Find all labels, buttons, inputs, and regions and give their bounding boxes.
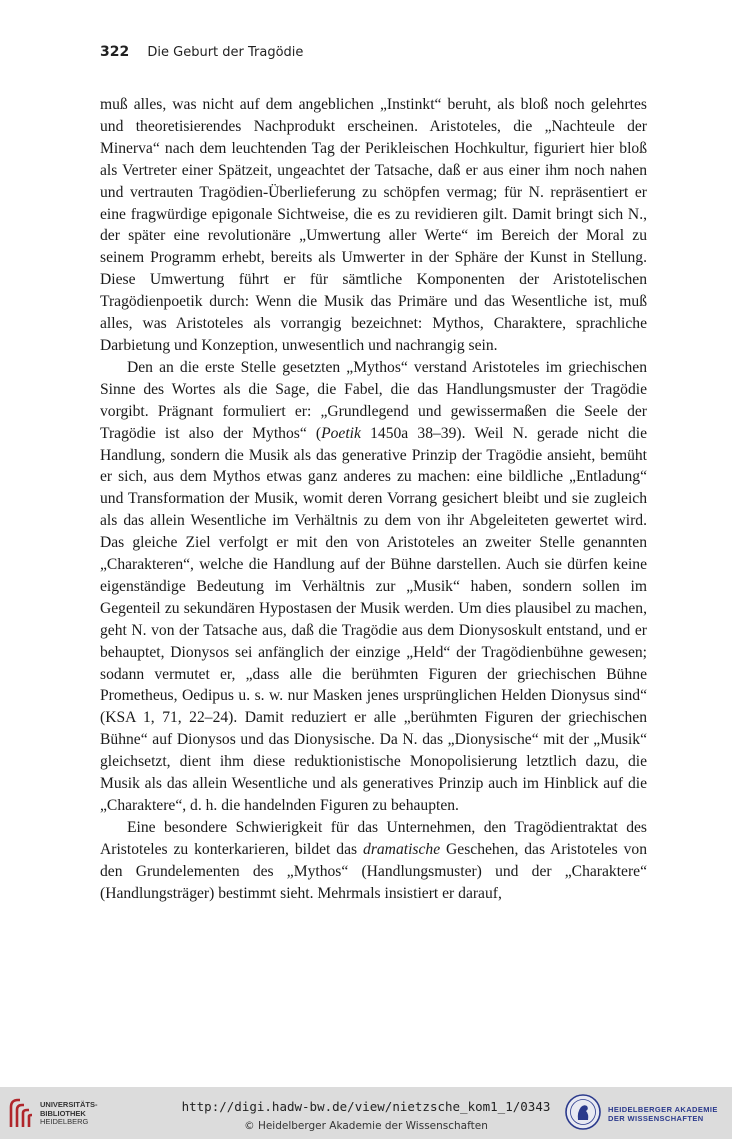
paragraph-3-part-b: Geschehen, das Aristoteles von den Grundelementen des „Mythos“ (Handlungsmuster) und der „Charaktere“ (Handlungsträger) bestimmt sieht. Mehrmals insistiert er darauf, bbox=[100, 840, 647, 902]
academy-logo-text: HEIDELBERGER AKADEMIE DER WISSENSCHAFTEN bbox=[608, 1105, 718, 1123]
footer-bar bbox=[0, 1087, 732, 1139]
paragraph-3-part-a: Eine besondere Schwierigkeit für das Unternehmen, den Tragödientraktat des Aristoteles zu konterkarieren, bildet das bbox=[100, 818, 647, 858]
running-title: Die Geburt der Tragödie bbox=[147, 45, 304, 60]
paragraph-2 bbox=[100, 357, 647, 817]
paragraph-2-part-a: Den an die erste Stelle gesetzten „Mythos“ verstand Aristoteles im griechischen Sinne des Wortes als die Sage, die Fabel, die das Handlungsmuster der Tragödie vorgibt. Prägnant formuliert er: „Grundlegend und gewissermaßen die Seele der Tragödie ist also der Mythos“ ( bbox=[100, 358, 647, 442]
dramatische-italic: dramatische bbox=[363, 840, 441, 858]
page-number: 322 bbox=[100, 44, 130, 60]
library-logo-text: UNIVERSITÄTS- BIBLIOTHEK HEIDELBERG bbox=[40, 1100, 98, 1126]
academy-seal-icon bbox=[564, 1093, 602, 1131]
copyright-notice: © Heidelberger Akademie der Wissenschaften bbox=[244, 1120, 488, 1132]
running-header bbox=[100, 44, 303, 60]
body-text bbox=[100, 94, 647, 905]
source-url-link[interactable]: http://digi.hadw-bw.de/view/nietzsche_kom1_1/0343 bbox=[181, 1099, 551, 1114]
paragraph-1: muß alles, was nicht auf dem angeblichen „Instinkt“ beruht, als bloß noch gelehrtes und theoretisierendes Nachprodukt erscheinen. Aristoteles, die „Nachteule der Minerva“ nach dem leuchtenden Tag der Perikleischen Hochkultur, figuriert hier bloß als Vertreter einer Spätzeit, ungeachtet der Tatsache, daß er aus einer ihm noch nahen und vertrauten Tragödien-Überlieferung zu schöpfen vermag; für N. repräsentiert er eine fragwürdige epigonale Sichtweise, die es zu revidieren gilt. Damit bringt sich N., der später eine revolutionäre „Umwertung aller Werte“ im Bereich der Moral zu seinem Programm erhebt, bereits als Umwerter in der Sphäre der Kunst in Stellung. Diese Umwertung führt er für sämtliche Komponenten der Aristotelischen Tragödienpoetik durch: Wenn die Musik das Primäre und das Wesentliche ist, muß alles, was Aristoteles als vorrangig bezeichnet: Mythos, Charaktere, sprachliche Darbietung und Konzeption, unwesentlich und nachrangig sein. bbox=[100, 96, 647, 354]
academy-logo[interactable] bbox=[564, 1093, 724, 1133]
paragraph-3 bbox=[100, 817, 647, 905]
paragraph-2-part-b: 1450a 38–39). Weil N. gerade nicht die Handlung, sondern die Musik als das generative Prinzip der Tragödie ansieht, bemüht er sich, aus dem Mythos etwas ganz anderes zu machen: eine bildliche „Entladung“ und Transformation der Musik, womit deren Vorrang gesichert bleibt und sie zugleich als das allein Wesentliche im Verhältnis zu dem von ihr Abgeleiteten gewertet wird. Das gleiche Ziel verfolgt er mit den von Aristoteles an zweiter Stelle genannten „Charakteren“, welche die Handlung auf der Bühne darstellen. Auch sie dürfen keine eigenständige Bedeutung im Verhältnis zur „Musik“ haben, sondern sollen im Gegenteil zu sekundären Hypostasen der Musik werden. Um dies plausibel zu machen, geht N. von der Tatsache aus, daß die Tragödie aus dem Dionysoskult entstand, und er behauptet, Dionysos sei anfänglich der einzige „Held“ der Tragödienbühne gewesen; sodann vermutet er, „dass alle die berühmten Figuren der griechischen Bühne Prometheus, Oedipus u. s. w. nur Masken jenes ursprünglichen Helden Dionysus sind“ (KSA 1, 71, 22–24). Damit reduziert er alle „berühmten Figuren der griechischen Bühne“ auf Dionysos und das Dionysische. Da N. das „Dionysische“ mit der „Musik“ gleichsetzt, dient ihm diese reduktionistische Monopolisierung letztlich dazu, die Musik als das allein Wesentliche und als generatives Prinzip auch im Hinblick auf die „Charaktere“, d. h. die handelnden Figuren zu behaupten. bbox=[100, 424, 648, 814]
poetik-italic: Poetik bbox=[321, 424, 361, 442]
